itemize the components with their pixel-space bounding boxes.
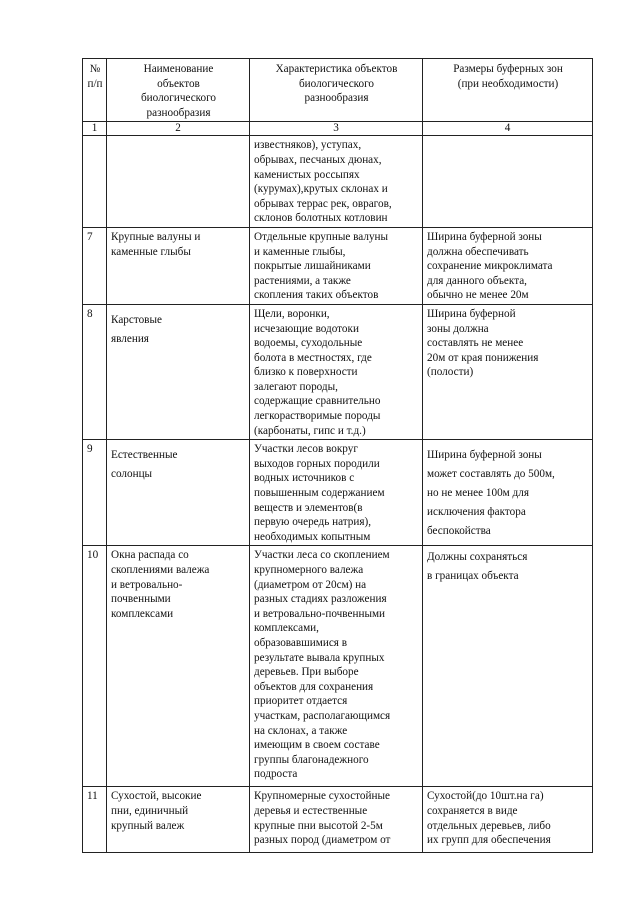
table-row (83, 440, 593, 546)
row-number: 10 (83, 546, 107, 787)
row-object-description: известняков), уступах, обрывах, песчаных дюнах, каменистых россыпях (курумах),крутых склонах и обрывах террас рек, оврагов, склонов болотных котловин (250, 136, 423, 228)
column-number: 1 (83, 122, 107, 136)
table-row (83, 227, 593, 304)
header-object-characteristics: Характеристика объектов биологического разнообразия (250, 59, 423, 122)
row-object-description: Крупномерные сухостойные деревья и естественные крупные пни высотой 2-5м разных пород (диаметром от (250, 787, 423, 853)
row-buffer-zone: Ширина буферной зоны должна обеспечивать сохранение микроклимата для данного объекта, обычно не менее 20м (423, 227, 593, 304)
row-object-description: Щели, воронки, исчезающие водотоки водоемы, суходольные болота в местностях, где близко к поверхности залегают породы, содержащие сравнительно легкорастворимые породы (карбонаты, гипс и т.д.) (250, 304, 423, 439)
row-number: 7 (83, 227, 107, 304)
row-number: 9 (83, 440, 107, 546)
biodiversity-objects-table (82, 58, 593, 853)
row-object-name: Карстовые явления (107, 304, 250, 439)
row-number: 11 (83, 787, 107, 853)
row-buffer-zone: Ширина буферной зоны должна составлять не менее 20м от края понижения (полости) (423, 304, 593, 439)
row-buffer-zone: Ширина буферной зоны может составлять до 500м, но не менее 100м для исключения фактора беспокойства (423, 440, 593, 546)
row-buffer-zone: Сухостой(до 10шт.на га) сохраняется в виде отдельных деревьев, либо их групп для обеспечения (423, 787, 593, 853)
row-object-name: Крупные валуны и каменные глыбы (107, 227, 250, 304)
row-object-name: Сухостой, высокие пни, единичный крупный валеж (107, 787, 250, 853)
column-number: 2 (107, 122, 250, 136)
row-object-name (107, 136, 250, 228)
row-object-description: Отдельные крупные валуны и каменные глыбы, покрытые лишайниками растениями, а также скопления таких объектов (250, 227, 423, 304)
table-row (83, 304, 593, 439)
table-row (83, 787, 593, 853)
row-buffer-zone: Должны сохраняться в границах объекта (423, 546, 593, 787)
row-buffer-zone (423, 136, 593, 228)
column-number: 4 (423, 122, 593, 136)
row-object-description: Участки леса со скоплением крупномерного валежа (диаметром от 20см) на разных стадиях разложения и ветровально-почвенными комплексами, образовавшимися в результате вывала крупных деревьев. При выборе объектов для сохранения приоритет отдается участкам, располагающимся на склонах, а также имеющим в своем составе группы благонадежного подроста (250, 546, 423, 787)
header-object-name: Наименование объектов биологического разнообразия (107, 59, 250, 122)
header-number: № п/п (83, 59, 107, 122)
table-header-row (83, 59, 593, 122)
header-buffer-zone-size: Размеры буферных зон (при необходимости) (423, 59, 593, 122)
row-object-name: Окна распада со скоплениями валежа и ветровально- почвенными комплексами (107, 546, 250, 787)
row-object-description: Участки лесов вокруг выходов горных породили водных источников с повышенным содержанием веществ и элементов(в первую очередь натрия), необходимых копытным (250, 440, 423, 546)
row-object-name: Естественные солонцы (107, 440, 250, 546)
table-row (83, 136, 593, 228)
row-number (83, 136, 107, 228)
table-row (83, 546, 593, 787)
column-number: 3 (250, 122, 423, 136)
column-numbers-row (83, 122, 593, 136)
row-number: 8 (83, 304, 107, 439)
